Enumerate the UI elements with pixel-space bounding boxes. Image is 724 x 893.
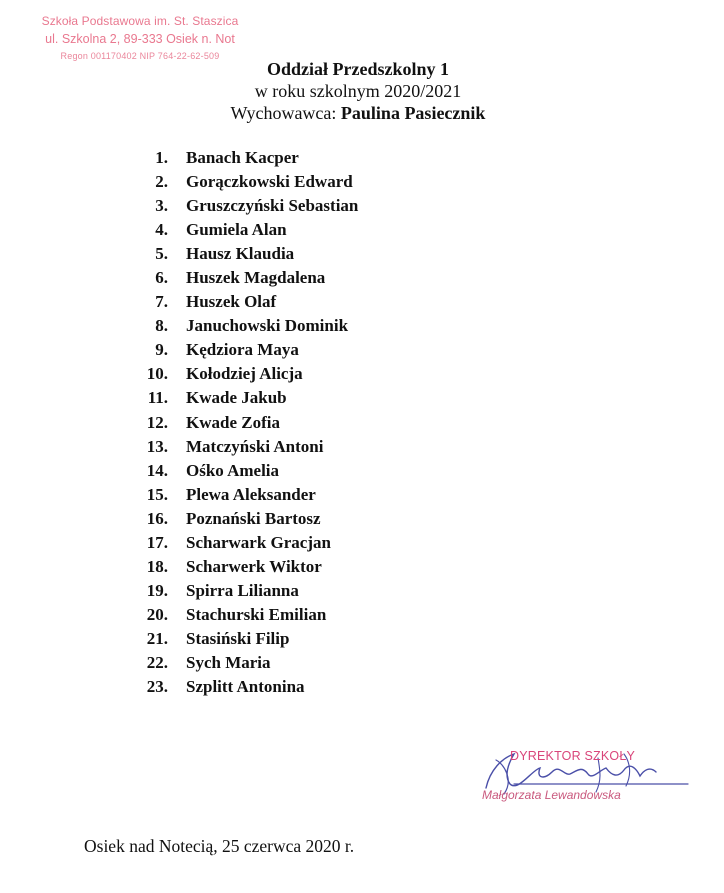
student-name: Stasiński Filip bbox=[186, 628, 290, 648]
student-name: Gorączkowski Edward bbox=[186, 172, 353, 192]
school-year: w roku szkolnym 2020/2021 bbox=[254, 81, 462, 101]
student-list-item bbox=[140, 483, 316, 507]
student-name: Kędziora Maya bbox=[186, 340, 299, 360]
student-list-item bbox=[140, 338, 299, 362]
student-list-item bbox=[140, 386, 287, 410]
stamp-address: ul. Szkolna 2, 89-333 Osiek n. Not bbox=[45, 32, 235, 46]
student-number: 9. bbox=[155, 340, 168, 360]
student-name: Huszek Olaf bbox=[186, 292, 277, 312]
class-title: Oddział Przedszkolny 1 bbox=[266, 59, 449, 79]
student-number: 10. bbox=[146, 364, 168, 384]
student-name: Ośko Amelia bbox=[186, 460, 280, 480]
student-number: 2. bbox=[155, 172, 168, 192]
student-list-item bbox=[140, 435, 324, 459]
student-number: 3. bbox=[155, 196, 168, 216]
student-name: Gumiela Alan bbox=[186, 220, 287, 240]
student-list-item bbox=[140, 579, 299, 603]
student-list-item bbox=[140, 603, 327, 627]
student-number: 19. bbox=[146, 580, 168, 600]
student-number: 14. bbox=[146, 460, 168, 480]
student-number: 5. bbox=[155, 244, 168, 264]
signature-title: DYREKTOR SZKOŁY bbox=[510, 749, 636, 763]
student-name: Szplitt Antonina bbox=[186, 677, 305, 697]
student-number: 16. bbox=[146, 508, 168, 528]
student-list-item bbox=[140, 194, 359, 218]
student-list-item bbox=[140, 170, 353, 194]
student-list-item bbox=[140, 314, 349, 338]
student-list-item bbox=[140, 411, 280, 435]
student-name: Hausz Klaudia bbox=[186, 244, 295, 264]
student-number: 21. bbox=[146, 628, 168, 648]
student-number: 6. bbox=[155, 268, 168, 288]
student-name: Scharwerk Wiktor bbox=[186, 556, 322, 576]
student-list-item bbox=[140, 555, 322, 579]
student-list-item bbox=[140, 218, 287, 242]
student-list bbox=[140, 146, 359, 699]
student-name: Plewa Aleksander bbox=[186, 484, 316, 504]
student-number: 17. bbox=[146, 532, 168, 552]
student-name: Sych Maria bbox=[186, 652, 271, 672]
student-list-item bbox=[140, 290, 277, 314]
student-number: 22. bbox=[146, 652, 168, 672]
student-number: 12. bbox=[146, 412, 168, 432]
teacher-name: Paulina Pasiecznik bbox=[340, 103, 486, 123]
student-number: 20. bbox=[146, 604, 168, 624]
student-number: 11. bbox=[147, 388, 168, 408]
student-number: 18. bbox=[146, 556, 168, 576]
signature-name: Małgorzata Lewandowska bbox=[482, 788, 621, 802]
student-list-item bbox=[140, 459, 280, 483]
director-signature-stamp bbox=[474, 740, 694, 810]
student-name: Kwade Jakub bbox=[186, 388, 287, 408]
student-list-item bbox=[140, 627, 290, 651]
student-name: Kołodziej Alicja bbox=[186, 364, 303, 384]
teacher-label: Wychowawca: bbox=[230, 103, 337, 123]
student-number: 8. bbox=[155, 316, 168, 336]
student-name: Spirra Lilianna bbox=[186, 580, 299, 600]
student-name: Kwade Zofia bbox=[186, 412, 280, 432]
student-name: Januchowski Dominik bbox=[186, 316, 349, 336]
place-and-date: Osiek nad Notecią, 25 czerwca 2020 r. bbox=[84, 836, 355, 856]
student-name: Poznański Bartosz bbox=[186, 508, 321, 528]
student-name: Stachurski Emilian bbox=[186, 604, 327, 624]
student-list-item bbox=[140, 531, 331, 555]
student-list-item bbox=[140, 675, 305, 699]
document-header bbox=[222, 58, 494, 124]
student-list-item bbox=[140, 651, 271, 675]
teacher-line bbox=[222, 102, 494, 124]
student-list-item bbox=[140, 146, 299, 170]
student-number: 1. bbox=[155, 148, 168, 167]
student-list-item bbox=[140, 242, 295, 266]
student-number: 4. bbox=[155, 220, 168, 240]
student-name: Scharwark Gracjan bbox=[186, 532, 331, 552]
school-stamp bbox=[30, 12, 250, 64]
student-number: 7. bbox=[155, 292, 168, 312]
student-name: Matczyński Antoni bbox=[186, 436, 324, 456]
student-name: Huszek Magdalena bbox=[186, 268, 326, 288]
student-number: 15. bbox=[146, 484, 168, 504]
stamp-regon-nip: Regon 001170402 NIP 764-22-62-509 bbox=[60, 51, 220, 61]
student-number: 13. bbox=[146, 436, 168, 456]
student-list-item bbox=[140, 266, 326, 290]
student-name: Banach Kacper bbox=[186, 148, 299, 167]
stamp-school-name: Szkoła Podstawowa im. St. Staszica bbox=[41, 14, 239, 28]
student-number: 23. bbox=[146, 677, 168, 697]
student-list-item bbox=[140, 507, 321, 531]
student-list-item bbox=[140, 362, 303, 386]
student-name: Gruszczyński Sebastian bbox=[186, 196, 359, 216]
